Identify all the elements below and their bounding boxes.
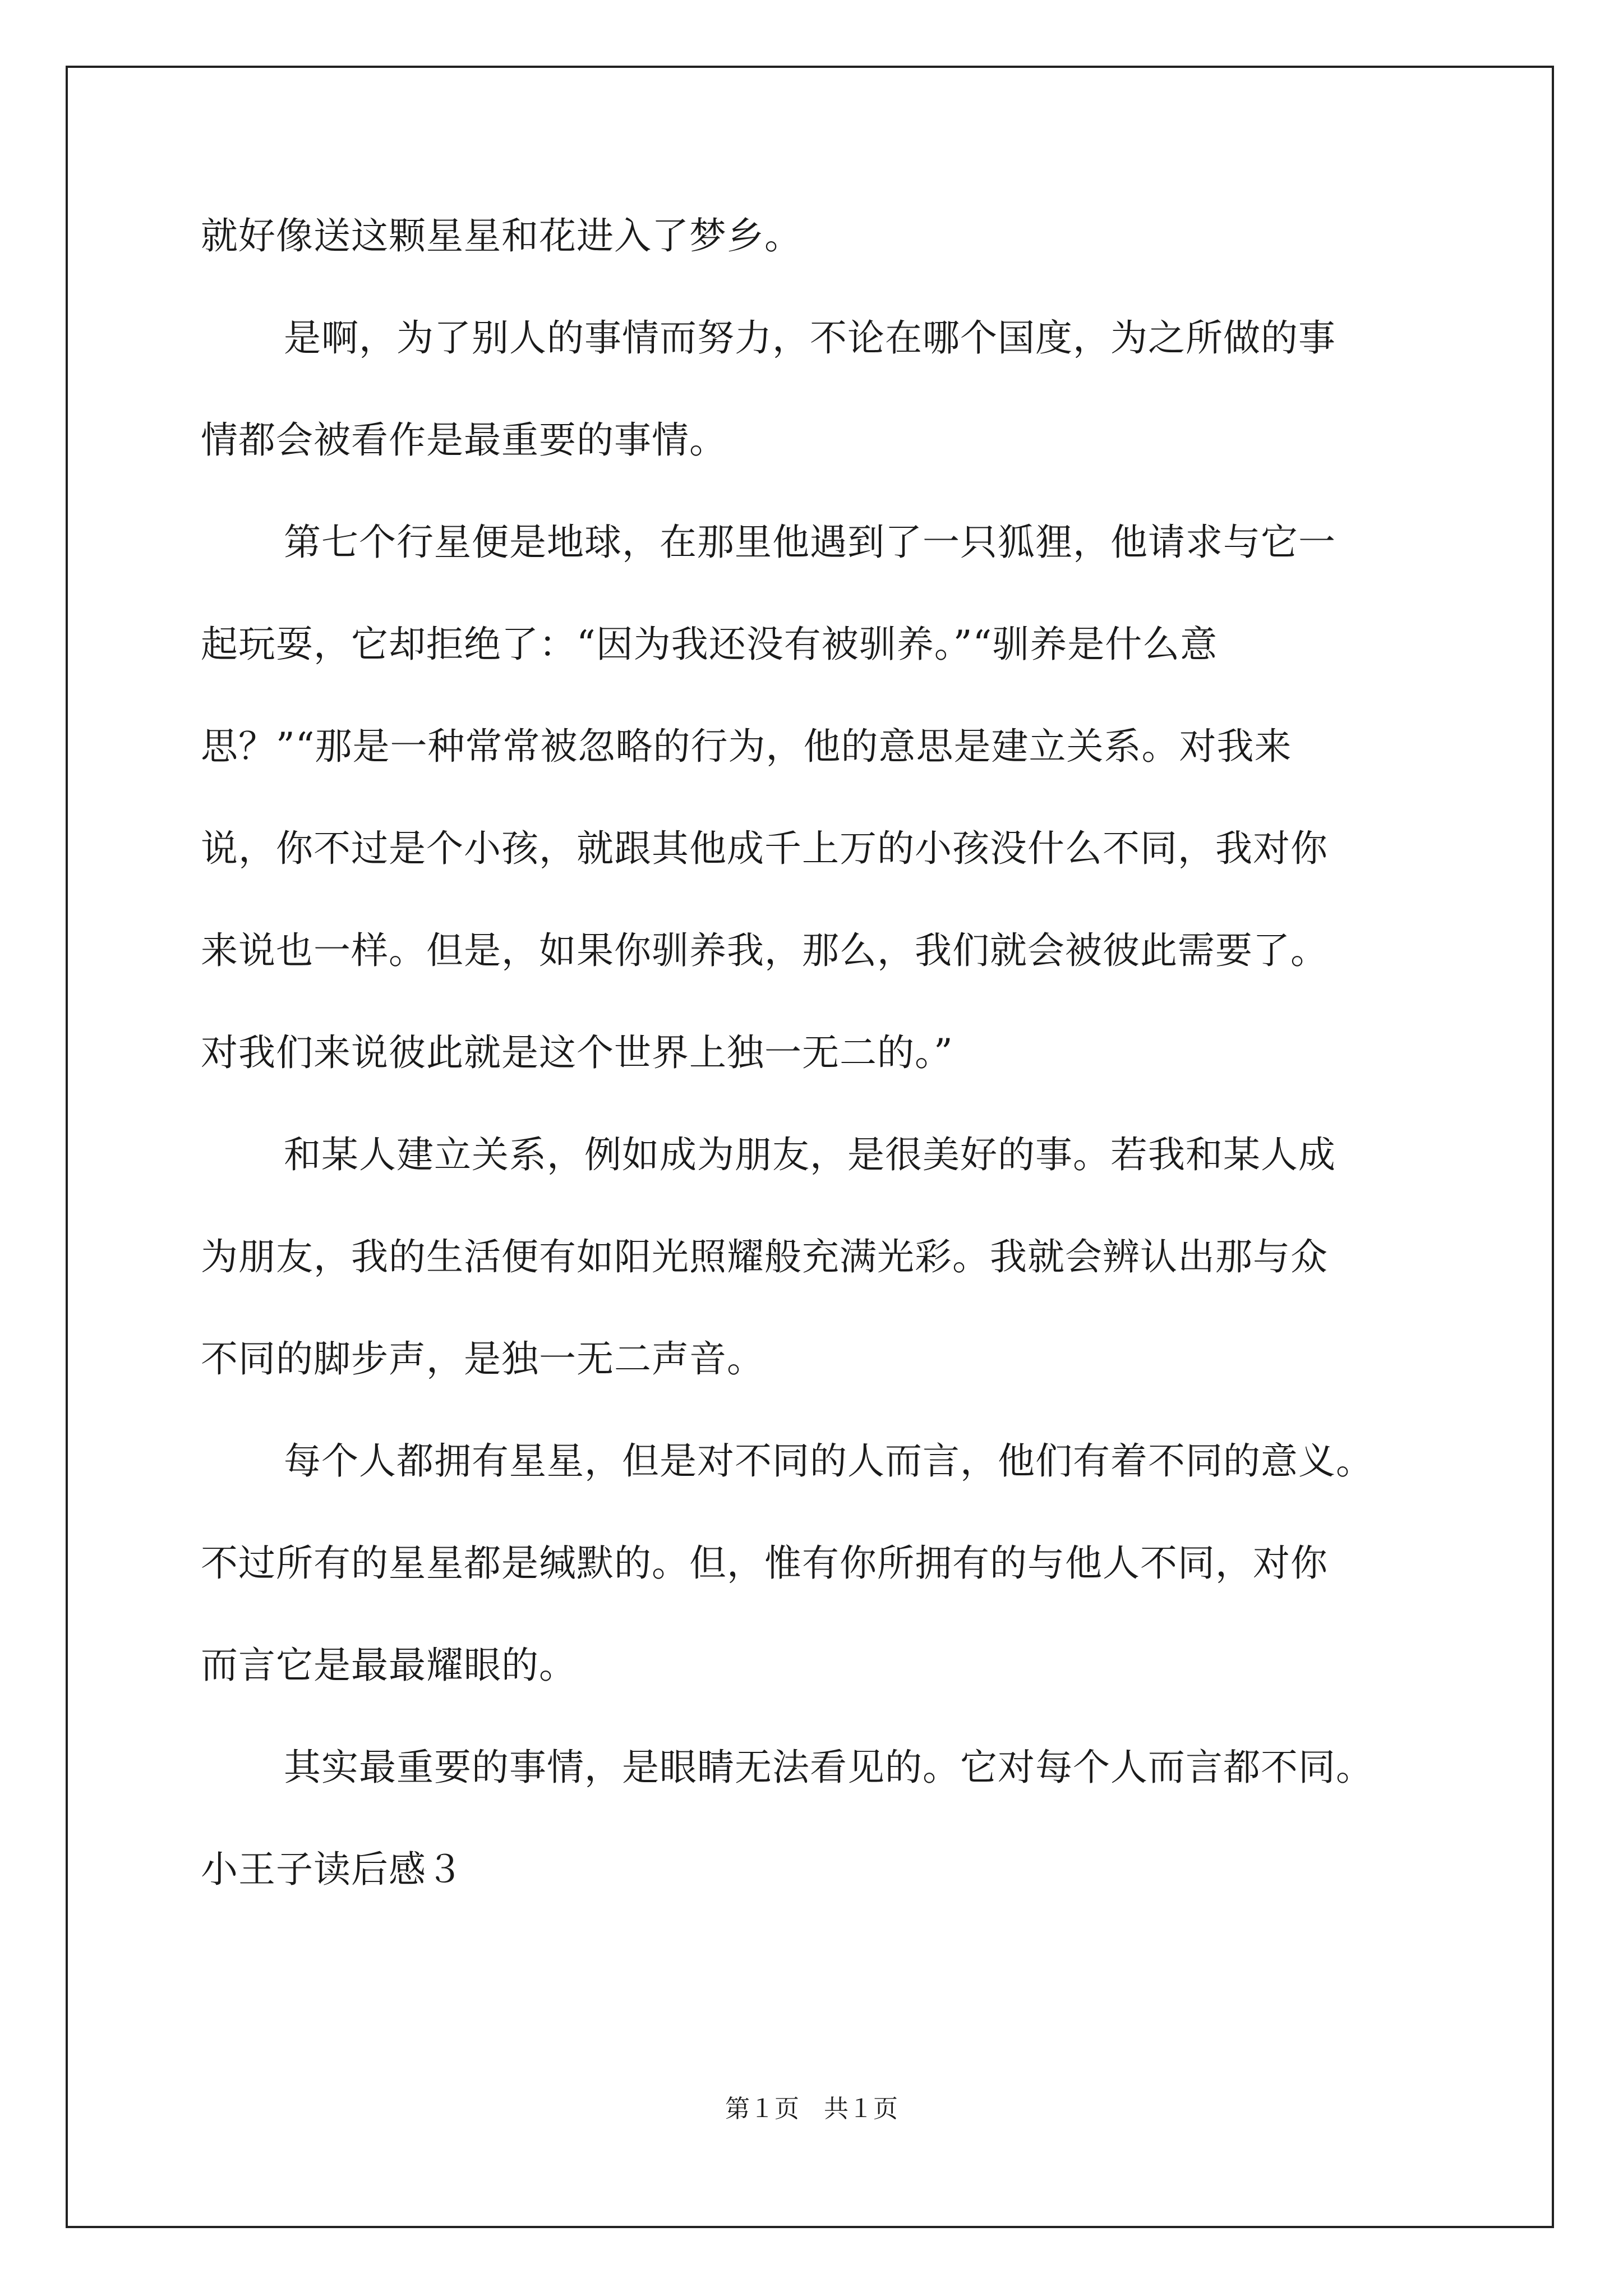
text-line: 不同的脚步声，是独一无二声音。 [201,1337,764,1381]
paragraph-first-line: 其实最重要的事情，是眼睛无法看见的。它对每个人而言都不同。 [284,1746,1373,1789]
page-number-footer: 第１页 共１页 [725,2095,898,2123]
text-line: 就好像送这颗星星和花进入了梦乡。 [201,214,802,257]
text-line: 不过所有的星星都是缄默的。但，惟有你所拥有的与他人不同，对你 [201,1542,1328,1585]
document-body [201,214,1435,1953]
section-heading: 小王子读后感３ [201,1848,464,1891]
text-line: 起玩耍，它却拒绝了：“因为我还没有被驯养。”“驯养是什么意 [201,623,1218,666]
text-line: 为朋友，我的生活便有如阳光照耀般充满光彩。我就会辨认出那与众 [201,1235,1328,1278]
text-line: 对我们来说彼此就是这个世界上独一无二的。” [201,1031,953,1074]
text-line: 来说也一样。但是，如果你驯养我，那么，我们就会被彼此需要了。 [201,929,1328,972]
text-line: 情都会被看作是最重要的事情。 [201,418,727,462]
paragraph-first-line: 和某人建立关系，例如成为朋友，是很美好的事。若我和某人成 [284,1133,1336,1176]
text-line: 思？”“那是一种常常被忽略的行为，他的意思是建立关系。对我来 [201,725,1292,768]
paragraph-first-line: 第七个行星便是地球，在那里他遇到了一只狐狸，他请求与它一 [284,521,1336,564]
text-line: 而言它是最最耀眼的。 [201,1644,577,1687]
paragraph-first-line: 是啊，为了别人的事情而努力，不论在哪个国度，为之所做的事 [284,316,1336,360]
paragraph-first-line: 每个人都拥有星星，但是对不同的人而言，他们有着不同的意义。 [284,1439,1373,1483]
text-line: 说，你不过是个小孩，就跟其他成千上万的小孩没什么不同，我对你 [201,827,1328,870]
